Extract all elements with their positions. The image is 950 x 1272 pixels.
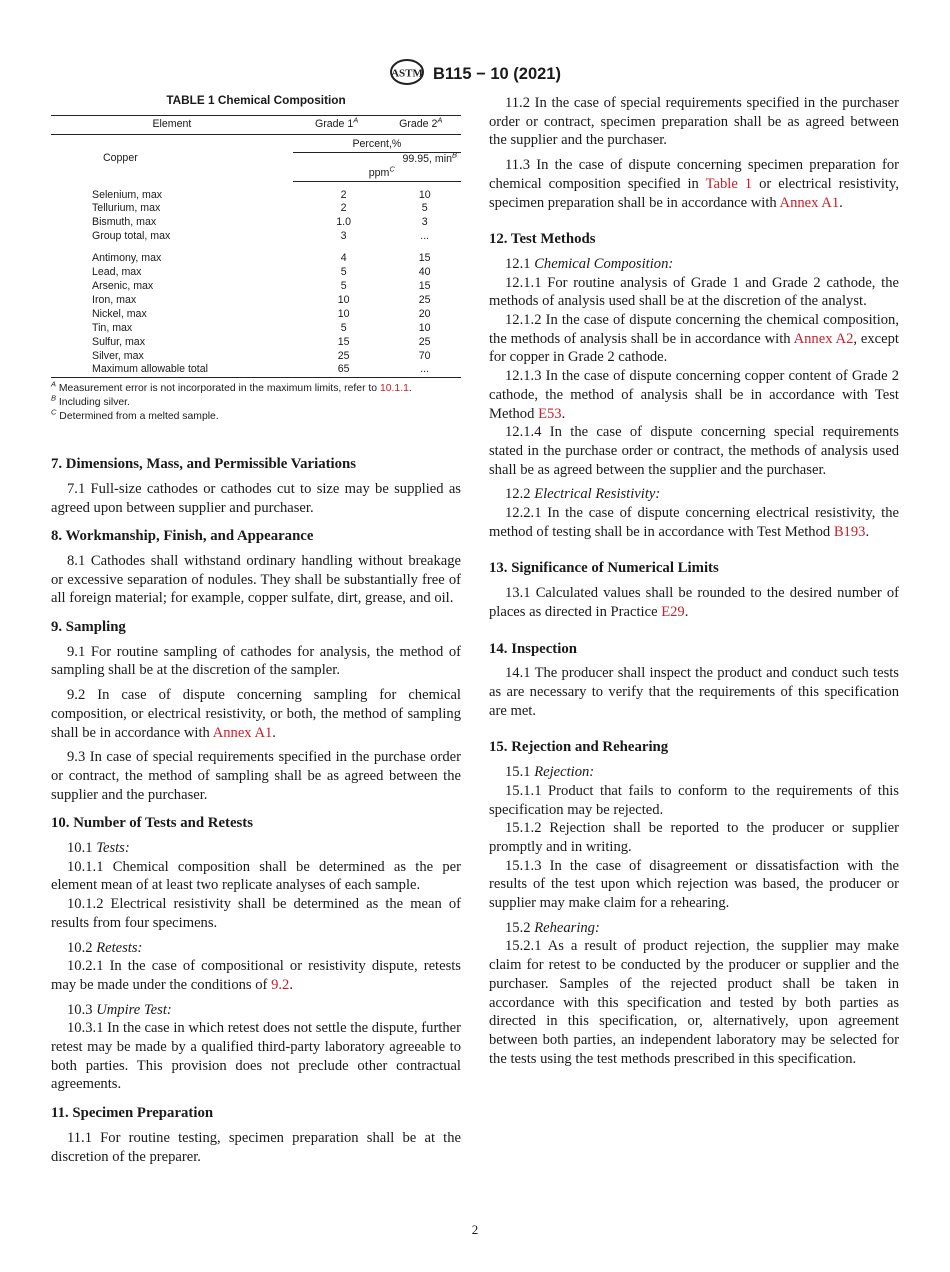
para-10-2-1: 10.2.1 In the case of compositional or resistivity dispute, retests may be made under the conditions of 9.2. (51, 958, 461, 993)
chemical-composition-table (51, 115, 461, 189)
table-header-row (51, 115, 461, 134)
grade1-value: 5 (340, 279, 347, 292)
grade1-value: 15 (337, 335, 350, 348)
section-12-title: 12. Test Methods (489, 231, 596, 248)
table-footnotes (51, 379, 461, 423)
table-row (51, 350, 461, 364)
grade2-value: 15 (418, 252, 431, 265)
grade2-value: 5 (421, 202, 428, 215)
section-8-title: 8. Workmanship, Finish, and Appearance (51, 528, 314, 545)
element-name: Selenium, max (92, 188, 163, 201)
right-column (489, 94, 899, 1068)
para-11-1: 11.1 For routine testing, specimen preparation shall be at the discretion of the preparer. (51, 1129, 461, 1165)
ref-9-2-link[interactable]: 9.2 (271, 976, 290, 993)
para-11-3: 11.3 In the case of dispute concerning specimen preparation for chemical composition specified in Table 1 or electrical resistivity, specimen preparation shall be in accordance with Annex A1. (489, 157, 899, 211)
grade1-value: 10 (337, 307, 350, 320)
para-11-2: 11.2 In the case of special requirements specified in the purchaser order or contract, specimen preparation shall be as agreed between the supplier and the purchaser. (489, 95, 899, 149)
grade2-value: 20 (418, 307, 431, 320)
element-name: Antimony, max (92, 252, 162, 265)
page-number: 2 (471, 1222, 479, 1237)
ref-10-1-1-link[interactable]: 10.1.1 (379, 383, 409, 395)
table-group-1 (51, 189, 461, 245)
para-10-1-1: 10.1.1 Chemical composition shall be determined as the per element mean of at least two replicate analyses of each sample. (51, 858, 461, 894)
annex-a1-link[interactable]: Annex A1 (212, 724, 273, 741)
grade1-value: 4 (340, 252, 347, 265)
element-name: Silver, max (92, 349, 144, 362)
header-element: Element (51, 115, 293, 134)
grade1-value: 25 (337, 349, 350, 362)
table-row (51, 308, 461, 322)
page-header (0, 58, 950, 91)
para-12-2: 12.2 Electrical Resistivity: (505, 486, 661, 503)
e29-link[interactable]: E29 (661, 603, 685, 620)
grade2-value: 3 (421, 216, 428, 229)
left-column (51, 94, 461, 1166)
element-name: Iron, max (92, 293, 137, 306)
table-row (51, 322, 461, 336)
section-7-title: 7. Dimensions, Mass, and Permissible Variations (51, 456, 357, 473)
table-row (51, 363, 461, 377)
annex-a1-link-2[interactable]: Annex A1 (779, 194, 840, 211)
para-15-1-2: 15.1.2 Rejection shall be reported to the producer or supplier promptly and in writing. (489, 820, 899, 855)
grade2-value: 25 (418, 293, 431, 306)
grade2-value: 70 (418, 349, 431, 362)
table-row-copper (51, 152, 461, 166)
table-group-2 (51, 252, 461, 377)
para-15-2-1: 15.2.1 As a result of product rejection, the supplier may make claim for retest to be conducted by the producer or supplier and the purchaser. Samples of the rejected product shall be taken in accordance with this specification and tested by both parties as directed in this specification, or, alternatively, upon agreement between both parties, an independent laboratory may be selected for the tests using the test methods prescribed in this specification. (489, 938, 899, 1067)
header-grade1: Grade $1^A$ (293, 115, 381, 134)
para-9-3: 9.3 In case of special requirements specified in the purchase order or contract, the method of sampling shall be as agreed between the supplier and the purchaser. (51, 749, 461, 803)
element-name: Lead, max (92, 266, 142, 279)
para-15-1-1: 15.1.1 Product that fails to conform to the requirements of this specification may be rejected. (489, 782, 899, 818)
para-15-2: 15.2 Rehearing: (505, 919, 600, 936)
grade2-value: 40 (418, 266, 431, 279)
element-name: Sulfur, max (92, 335, 145, 348)
para-10-1-2: 10.1.2 Electrical resistivity shall be determined as the mean of results from four specimens. (51, 896, 461, 931)
svg-text:ASTM: ASTM (391, 67, 423, 80)
para-7-1: 7.1 Full-size cathodes or cathodes cut to size may be supplied as agreed upon between supplier and purchaser. (51, 480, 461, 516)
ppm-label: ppm$^C$ (293, 167, 461, 181)
table-row (51, 336, 461, 350)
copper-value: 99.95, $\min^B$ (402, 150, 457, 165)
para-12-1-3: 12.1.3 In the case of dispute concerning copper content of Grade 2 cathode, the method of analysis shall be in accordance with Test Method E53. (489, 368, 899, 422)
astm-logo-icon (389, 58, 425, 91)
footnote-c: $^C$ Determined from a melted sample. (51, 407, 219, 422)
grade1-value: 3 (340, 230, 347, 243)
section-14-title: 14. Inspection (489, 640, 577, 657)
section-11-title: 11. Specimen Preparation (51, 1105, 214, 1122)
grade1-value: 5 (340, 266, 347, 279)
para-8-1: 8.1 Cathodes shall withstand ordinary handling without breakage or excessive separation of nodules. They shall be substantially free of all foreign material; for example, copper sulfate, dirt, grease, and oil. (51, 552, 461, 607)
grade1-value: 2 (340, 202, 347, 215)
para-12-1-4: 12.1.4 In the case of dispute concerning special requirements stated in the purchase order or contract, the methods of analysis used shall be as agreed between the supplier and the purchaser. (489, 424, 899, 478)
copper-label: Copper (103, 152, 138, 165)
table-1-link[interactable]: Table 1 (705, 175, 753, 192)
grade1-value: 1.0 (336, 216, 351, 229)
element-name: Nickel, max (92, 307, 147, 320)
document-designation: B115 − 10 (2021) (433, 65, 561, 83)
para-9-1: 9.1 For routine sampling of cathodes for analysis, the method of sampling shall be at the discretion of the sampler. (51, 643, 461, 679)
element-name: Tellurium, max (92, 202, 161, 215)
table-row (51, 294, 461, 308)
para-12-1: 12.1 Chemical Composition: (505, 255, 674, 272)
section-10-title: 10. Number of Tests and Retests (51, 815, 253, 832)
para-12-2-1: 12.2.1 In the case of dispute concerning electrical resistivity, the method of testing shall be in accordance with Test Method B193. (489, 505, 899, 540)
para-13-1: 13.1 Calculated values shall be rounded to the desired number of places as directed in Practice E29. (489, 585, 899, 620)
table-title: TABLE 1 Chemical Composition (166, 93, 346, 107)
b193-link[interactable]: B193 (833, 523, 866, 540)
table-row-percent (51, 134, 461, 152)
para-12-1-2: 12.1.2 In the case of dispute concerning the chemical composition, the methods of analysis shall be in accordance with Annex A2, except for copper in Grade 2 cathode. (489, 312, 899, 366)
footnote-b: $^B$ Including silver. (51, 393, 130, 408)
grade1-value: 10 (337, 293, 350, 306)
para-10-2: 10.2 Retests: (67, 939, 143, 956)
element-name: Arsenic, max (92, 279, 154, 292)
grade1-value: 5 (340, 321, 347, 334)
element-name: Maximum allowable total (92, 363, 208, 376)
grade2-value: 10 (418, 321, 431, 334)
table-row (51, 202, 461, 216)
element-name: Tin, max (92, 321, 133, 334)
table-row (51, 266, 461, 280)
percent-label: Percent,% (293, 134, 461, 152)
table-row (51, 280, 461, 294)
section-9-title: 9. Sampling (51, 619, 126, 636)
para-14-1: 14.1 The producer shall inspect the product and conduct such tests as are necessary to verify that the requirements of this specification are met. (489, 665, 899, 719)
section-13-title: 13. Significance of Numerical Limits (489, 560, 719, 577)
annex-a2-link[interactable]: Annex A2 (793, 330, 854, 347)
para-15-1: 15.1 Rejection: (505, 764, 595, 781)
table-row (51, 252, 461, 266)
grade2-value: 10 (418, 188, 431, 201)
para-15-1-3: 15.1.3 In the case of disagreement or dissatisfaction with the results of the test upon which rejection was based, the producer or supplier may make claim for a rehearing. (489, 857, 899, 912)
grade1-value: 2 (340, 188, 347, 201)
section-15-title: 15. Rejection and Rehearing (489, 739, 669, 756)
grade2-value: 15 (418, 279, 431, 292)
table-row-ppm (51, 167, 461, 181)
table-row (51, 189, 461, 203)
grade1-value: 65 (337, 363, 350, 376)
grade2-value: 25 (418, 335, 431, 348)
para-10-3: 10.3 Umpire Test: (67, 1001, 172, 1018)
table-1 (51, 94, 461, 423)
element-name: Group total, max (92, 230, 171, 243)
e53-link[interactable]: E53 (538, 405, 562, 422)
grade2-value: ... (420, 230, 430, 243)
footnote-a: $^A$ Measurement error is not incorporated in the maximum limits, refer to 10.1.1. (51, 379, 412, 395)
header-grade2: Grade $2^A$ (381, 115, 461, 134)
para-10-3-1: 10.3.1 In the case in which retest does not settle the dispute, further retest may be made by a qualified third-party laboratory agreeable to both parties. This provision does not preclude other contractual agreements. (51, 1020, 461, 1093)
element-name: Bismuth, max (92, 216, 157, 229)
grade2-value: ... (420, 363, 430, 376)
para-10-1: 10.1 Tests: (67, 840, 130, 857)
para-12-1-1: 12.1.1 For routine analysis of Grade 1 and Grade 2 cathode, the methods of analysis used shall be at the discretion of the analyst. (489, 274, 899, 310)
table-row (51, 216, 461, 230)
table-row (51, 230, 461, 244)
para-9-2: 9.2 In case of dispute concerning sampling for chemical composition, or electrical resistivity, or both, the method of sampling shall be in accordance with Annex A1. (51, 687, 461, 741)
